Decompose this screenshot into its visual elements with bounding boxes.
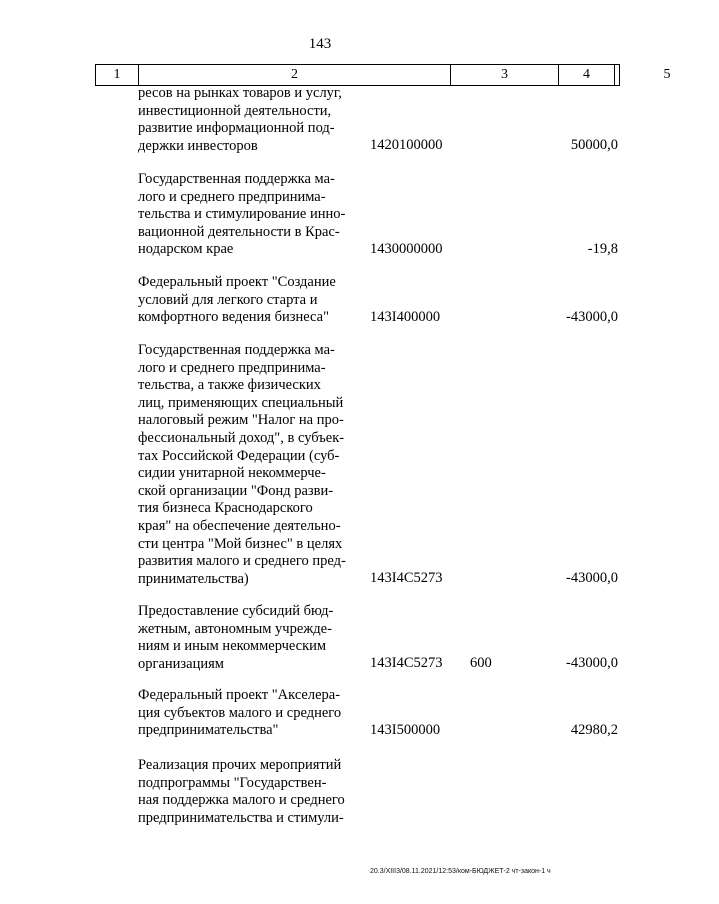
- row-code: 1430000000: [370, 241, 443, 257]
- row-amount: 50000,0: [570, 137, 618, 153]
- row-amount: -43000,0: [566, 309, 618, 325]
- row-description: Федеральный проект "Акселера- ция субъектов малого и среднего предпринимательства": [138, 687, 342, 739]
- row-code: 143I500000: [370, 722, 441, 738]
- row-description: Государственная поддержка ма- лого и среднего предпринима- тельства и стимулирование инно- вационной деятельности в Крас- нодарском крае: [138, 171, 346, 258]
- row-code: 143I4C5273: [370, 570, 443, 586]
- row-description: Реализация прочих мероприятий подпрограммы "Государствен- ная поддержка малого и среднего предпринимательства и стимули-: [138, 757, 345, 826]
- row-expense-type: 600: [470, 655, 492, 671]
- row-code: 1420100000: [370, 137, 443, 153]
- row-description: Государственная поддержка ма- лого и среднего предпринима- тельства, а также физических лиц, применяющих специальный налоговый режим "Налог на про- фессиональный доход", в субъек- тах Российской Федерации (суб- сидии унитарной некоммерче- ской организации "Фонд разви- тия бизнеса Краснодарского края" на обеспечение деятельно- сти центра "Мой бизнес" в целях развития малого и среднего пред- принимательства): [138, 342, 346, 587]
- column-header-4: 4: [559, 65, 615, 85]
- column-header-1: 1: [96, 65, 139, 85]
- table-header: [95, 64, 671, 86]
- page-number: 143: [308, 36, 332, 52]
- row-amount: -43000,0: [566, 655, 618, 671]
- row-description: ресов на рынках товаров и услуг, инвестиционной деятельности, развитие информационной под- держки инвесторов: [138, 85, 342, 154]
- row-code: 143I4C5273: [370, 655, 443, 671]
- row-amount: -19,8: [587, 241, 618, 257]
- column-header-5: 5: [663, 67, 671, 82]
- footer-note: 20.3/XIII3/08.11.2021/12:53/ком-БЮДЖЕТ-2 чт-закон-1 ч: [370, 868, 551, 875]
- row-description: Предоставление субсидий бюд- жетным, автономным учрежде- ниям и иным некоммерческим организациям: [138, 603, 334, 672]
- row-description: Федеральный проект "Создание условий для легкого старта и комфортного ведения бизнеса": [138, 274, 336, 326]
- row-code: 143I400000: [370, 309, 441, 325]
- row-amount: 42980,2: [570, 722, 618, 738]
- row-amount: -43000,0: [566, 570, 618, 586]
- column-header-3: 3: [451, 65, 559, 85]
- column-header-2: 2: [139, 65, 451, 85]
